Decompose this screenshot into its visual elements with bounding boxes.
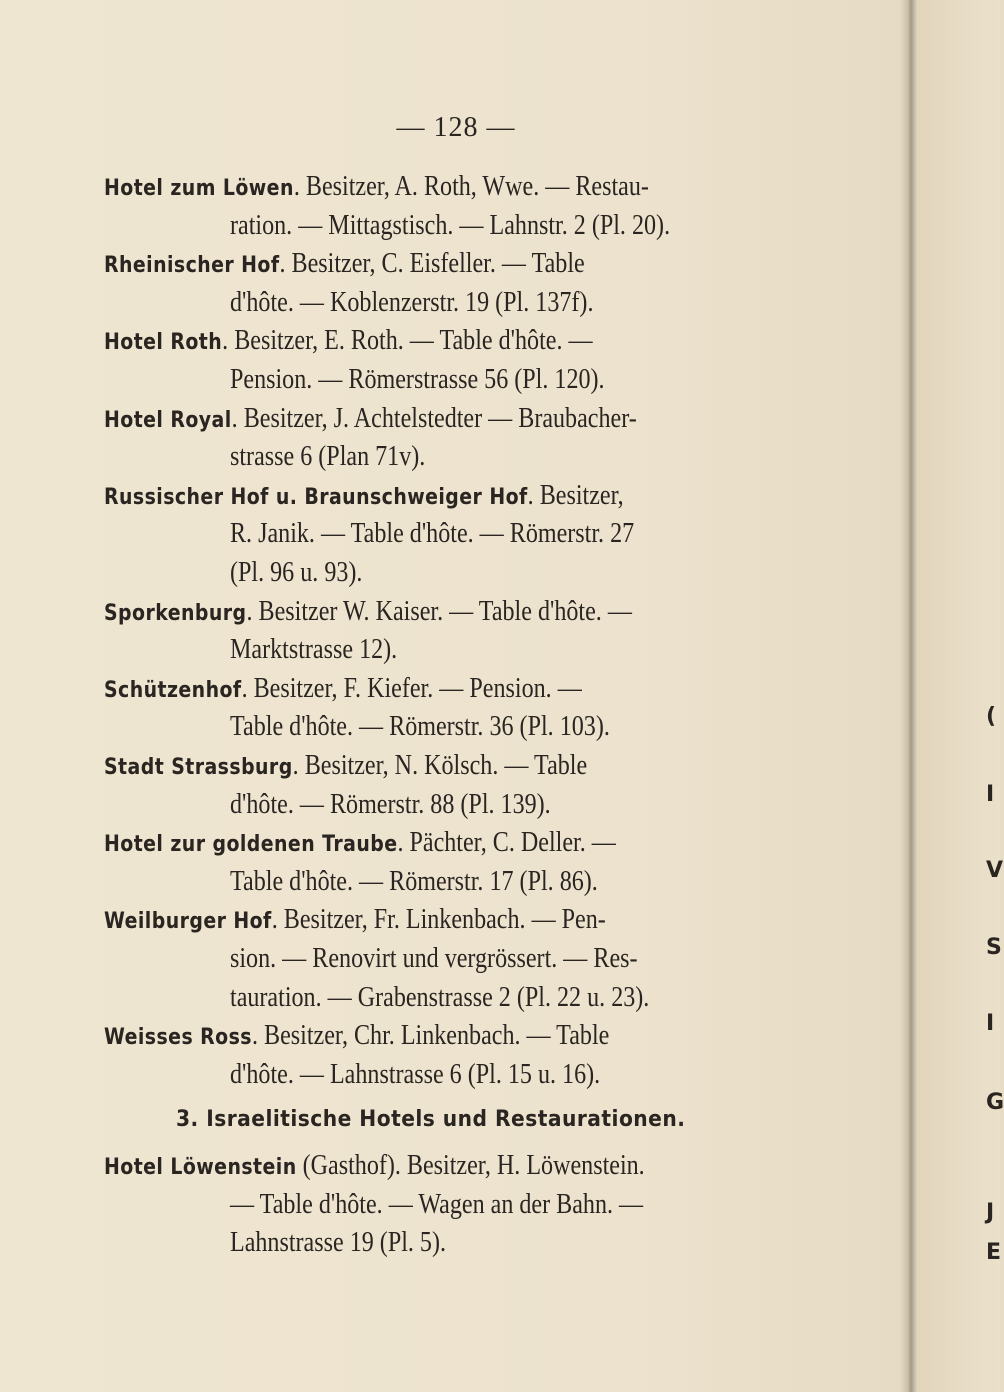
entry-first-line: [104, 245, 585, 283]
entry-text: . Besitzer, N. Kölsch. — Table: [292, 750, 588, 781]
entry-text: Pension. — Römerstrasse 56 (Pl. 120).: [230, 364, 605, 395]
facing-page-letter: G: [986, 1090, 1004, 1115]
entry-continuation-line: [230, 1186, 643, 1224]
entry-text: tauration. — Grabenstrasse 2 (Pl. 22 u. 23).: [230, 981, 650, 1013]
entry-text: Table d'hôte. — Römerstr. 36 (Pl. 103).: [230, 711, 610, 743]
hotel-name: Stadt Strassburg: [104, 755, 293, 780]
entry-continuation-line: [230, 631, 397, 669]
page-number: — 128 —: [396, 112, 516, 143]
entry-continuation-line: [230, 940, 638, 978]
entry-text: . Besitzer, F. Kiefer. — Pension. —: [241, 672, 582, 704]
hotel-name: Hotel Royal: [104, 407, 232, 433]
entry-text: . Besitzer, A. Roth, Wwe. — Restau-: [293, 171, 649, 202]
entry-continuation-line: [230, 786, 551, 824]
entry-first-line: [104, 477, 624, 515]
facing-page-letter: I: [986, 1011, 995, 1036]
section-heading: 3. Israelitische Hotels und Restaurationen.: [176, 1107, 686, 1132]
facing-page-letter: S: [986, 935, 1002, 960]
entry-text: . Besitzer,: [527, 479, 624, 511]
entry-first-line: [104, 670, 582, 708]
entry-continuation-line: [230, 863, 598, 901]
hotel-name: Schützenhof: [104, 677, 242, 703]
entry-text: (Gasthof). Besitzer, H. Löwenstein.: [296, 1150, 645, 1181]
entry-continuation-line: [230, 207, 670, 245]
entry-text: d'hôte. — Lahnstrasse 6 (Pl. 15 u. 16).: [230, 1058, 601, 1090]
entry-text: d'hôte. — Koblenzerstr. 19 (Pl. 137f).: [230, 286, 594, 318]
entry-text: . Besitzer, J. Achtelstedter — Braubacher-: [231, 402, 637, 434]
hotel-name: Sporkenburg: [104, 600, 247, 626]
entry-first-line: [104, 747, 587, 785]
entry-continuation-line: [230, 1224, 446, 1262]
entry-continuation-line: [230, 284, 593, 322]
entry-first-line: [104, 400, 637, 438]
entry-text: . Besitzer, C. Eisfeller. — Table: [279, 248, 585, 280]
entry-text: strasse 6 (Plan 71v).: [230, 441, 426, 473]
entry-continuation-line: [230, 515, 634, 553]
entry-continuation-line: [230, 1056, 600, 1094]
entry-first-line: [104, 322, 593, 360]
facing-page-letter: (: [986, 704, 997, 729]
entry-text: . Besitzer, Fr. Linkenbach. — Pen-: [271, 904, 606, 936]
entry-continuation-line: [230, 708, 610, 746]
entry-text: . Besitzer, E. Roth. — Table d'hôte. —: [222, 325, 593, 357]
entry-continuation-line: [230, 438, 425, 476]
hotel-name: Hotel zum Löwen: [104, 176, 294, 201]
facing-page-letter: I: [986, 782, 995, 807]
entry-text: . Pächter, C. Deller. —: [397, 827, 616, 859]
facing-page-letter: E: [986, 1240, 1002, 1265]
entry-text: . Besitzer W. Kaiser. — Table d'hôte. —: [246, 595, 632, 627]
entry-text: Marktstrasse 12).: [230, 634, 398, 666]
hotel-name: Russischer Hof u. Braunschweiger Hof: [104, 484, 528, 510]
entry-continuation-line: [230, 979, 649, 1017]
hotel-name: Hotel Roth: [104, 330, 223, 356]
hotel-name: Hotel Löwenstein: [104, 1155, 297, 1180]
entry-first-line: [104, 901, 606, 939]
entry-continuation-line: [230, 361, 605, 399]
facing-page-letter: V: [986, 858, 1004, 883]
facing-page-letter: J: [986, 1200, 995, 1225]
hotel-name: Weisses Ross: [104, 1025, 252, 1051]
entry-text: . Besitzer, Chr. Linkenbach. — Table: [251, 1020, 610, 1052]
entry-text: ration. — Mittagstisch. — Lahnstr. 2 (Pl. 20).: [230, 209, 671, 241]
entry-first-line: [104, 824, 616, 862]
entry-text: Lahnstrasse 19 (Pl. 5).: [230, 1227, 447, 1259]
entry-first-line: [104, 593, 632, 631]
entry-text: — Table d'hôte. — Wagen an der Bahn. —: [230, 1188, 644, 1220]
entry-first-line: [104, 168, 649, 206]
hotel-name: Rheinischer Hof: [104, 253, 280, 279]
entry-text: (Pl. 96 u. 93).: [230, 557, 363, 588]
hotel-name: Hotel zur goldenen Traube: [104, 832, 398, 858]
hotel-name: Weilburger Hof: [104, 909, 272, 935]
entry-text: Table d'hôte. — Römerstr. 17 (Pl. 86).: [230, 865, 598, 897]
entry-continuation-line: [230, 554, 362, 592]
book-gutter: [900, 0, 918, 1392]
entry-text: R. Janik. — Table d'hôte. — Römerstr. 27: [230, 518, 635, 550]
facing-page-edge: [918, 0, 1000, 1392]
entry-text: sion. — Renovirt und vergrössert. — Res-: [230, 943, 638, 974]
entry-text: d'hôte. — Römerstr. 88 (Pl. 139).: [230, 788, 551, 820]
entry-first-line: [104, 1017, 609, 1055]
entry-first-line: [104, 1147, 645, 1185]
